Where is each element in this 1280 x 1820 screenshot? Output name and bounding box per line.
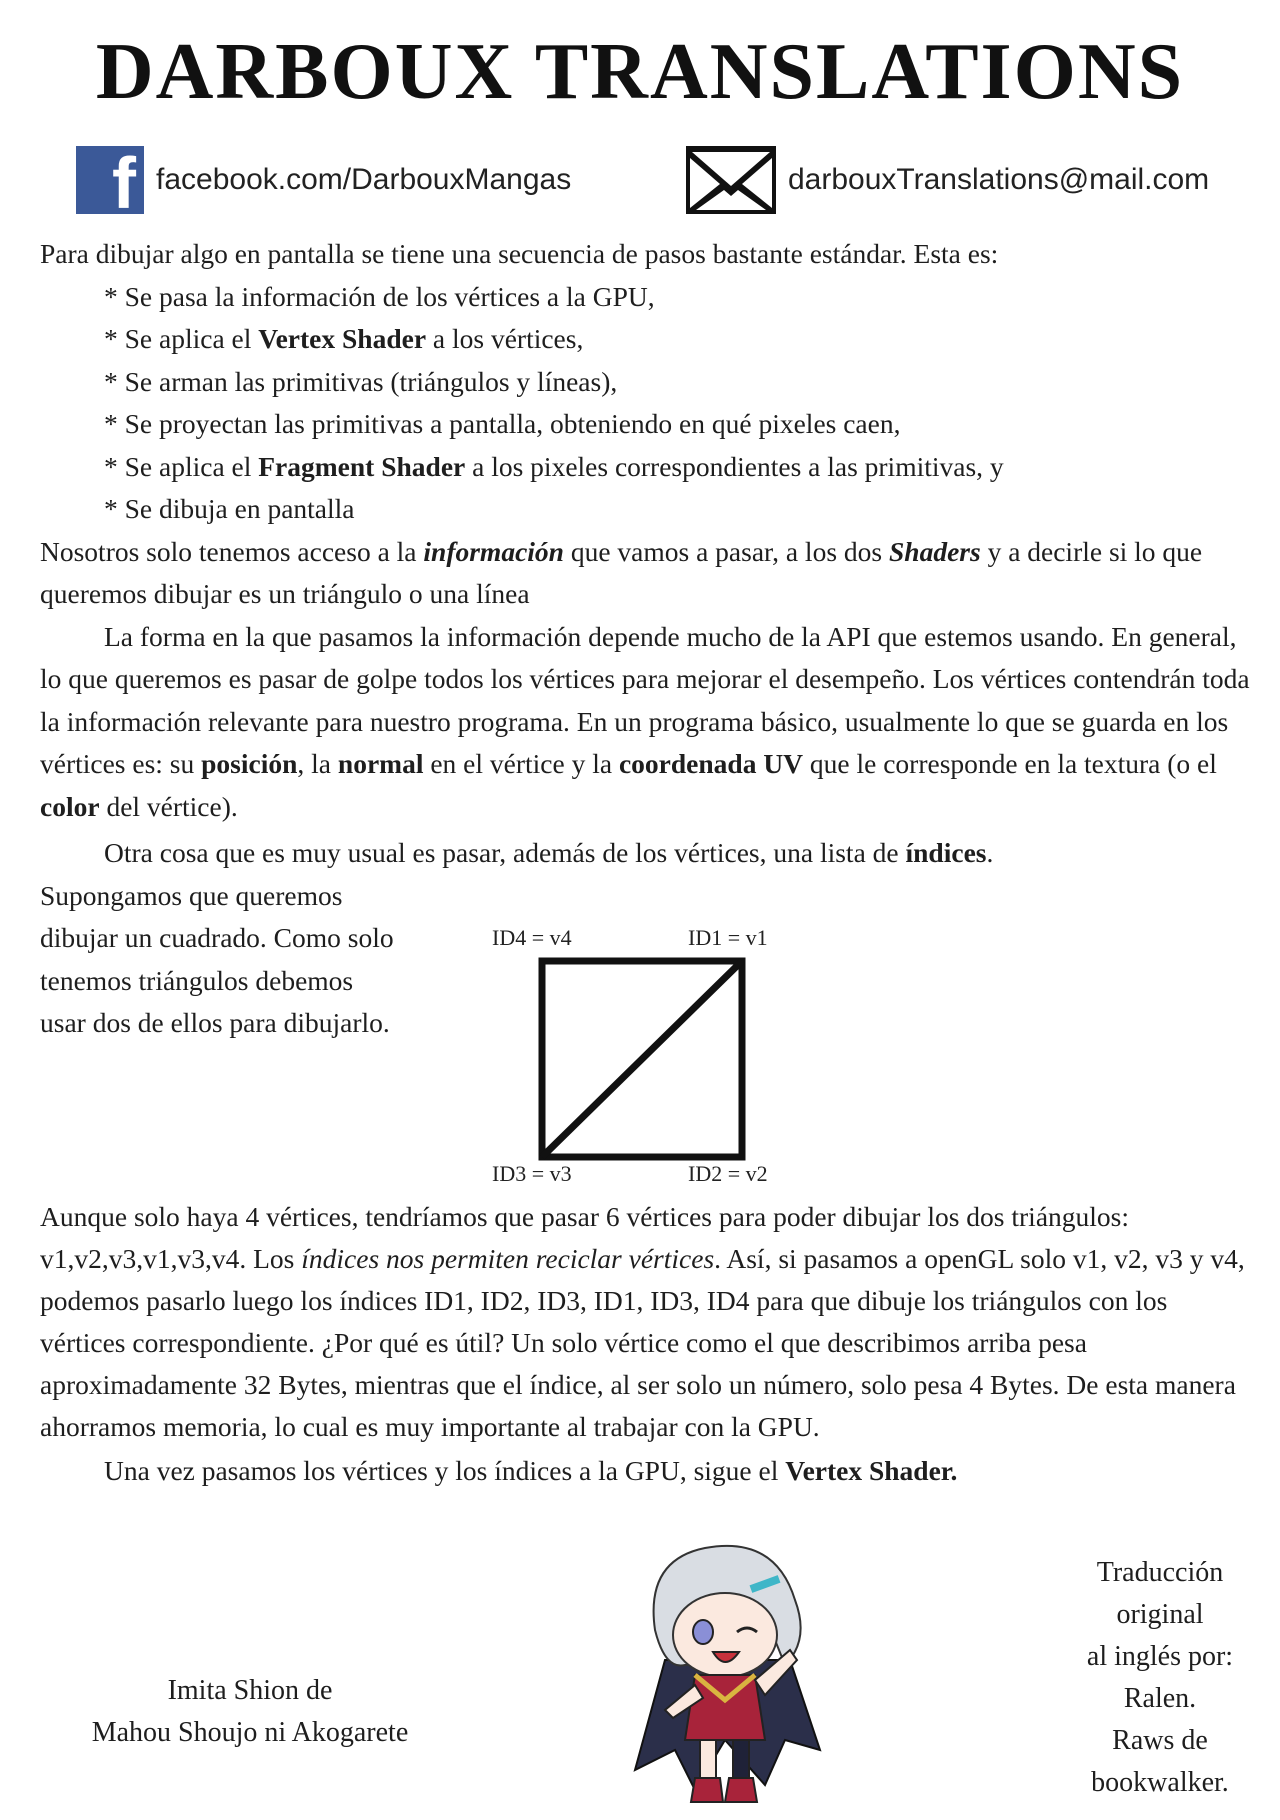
paragraph-1: Nosotros solo tenemos acceso a la información que vamos a pasar, a los dos Shaders y a decirle si lo que queremos dibujar es un triángulo o una línea <box>40 535 1203 609</box>
vertex-label-v3: ID3 = v3 <box>492 1161 572 1186</box>
paragraph-3b: Supongamos que queremos dibujar un cuadrado. Como solo tenemos triángulos debemos usar dos de ellos para dibujarlo. <box>40 879 394 1038</box>
paragraph-3: Otra cosa que es muy usual es pasar, además de los vértices, una lista de índices. <box>104 837 994 868</box>
envelope-icon <box>686 146 776 214</box>
character-credit: Imita Shion de Mahou Shoujo ni Akogarete <box>91 1675 409 1748</box>
translation-credit: Traducción original al inglés por: Ralen. Raws de bookwalker. <box>1086 1557 1234 1798</box>
vertex-label-v4: ID4 = v4 <box>492 925 572 950</box>
email-contact <box>686 145 1209 215</box>
vertex-label-v2: ID2 = v2 <box>688 1161 768 1186</box>
square-diagram <box>490 925 790 1185</box>
chibi-character-illustration <box>625 1540 825 1810</box>
facebook-icon: f <box>76 146 144 214</box>
main-text <box>40 233 1250 1045</box>
vertex-label-v1: ID1 = v1 <box>688 925 768 950</box>
square-diagonal <box>542 961 742 1157</box>
facebook-link-text: facebook.com/DarbouxMangas <box>156 163 572 196</box>
intro-line: Para dibujar algo en pantalla se tiene una secuencia de pasos bastante estándar. Esta es: <box>40 238 999 269</box>
email-address-text: darbouxTranslations@mail.com <box>788 163 1210 196</box>
step-5: * Se aplica el Fragment Shader a los pixeles correspondientes a las primitivas, y <box>104 450 1004 482</box>
paragraph-4: Aunque solo haya 4 vértices, tendríamos que pasar 6 vértices para poder dibujar los dos triángulos: v1,v2,v3,v1,v3,v4. Los índices nos permiten reciclar vértices. Así, si pasamos a openGL solo v1, v2, v3 y v4, podemos pasarlo luego los índices ID1, ID2, ID3, ID1, ID3, ID4 para que dibuje los triángulos con los vértices correspondiente. ¿Por qué es útil? Un solo vértice como el que describimos arriba pesa aproximadamente 32 Bytes, mientras que el índice, al ser solo un número, solo pesa 4 Bytes. De esta manera ahorramos memoria, lo cual es muy importante al trabajar con la GPU. <box>40 1201 1245 1442</box>
paragraph-5: Una vez pasamos los vértices y los índices a la GPU, sigue el Vertex Shader. <box>104 1455 958 1486</box>
facebook-contact <box>76 144 572 224</box>
step-6: * Se dibuja en pantalla <box>104 493 355 524</box>
page-title: DARBOUX TRANSLATIONS <box>95 28 1185 116</box>
paragraph-2: La forma en la que pasamos la información depende mucho de la API que estemos usando. En general, lo que queremos es pasar de golpe todos los vértices para mejorar el desempeño. Los vértices contendrán toda la información relevante para nuestro programa. En un programa básico, usualmente lo que se guarda en los vértices es: su posición, la normal en el vértice y la coordenada UV que le corresponde en la textura (o el color del vértice). <box>40 620 1250 822</box>
step-1: * Se pasa la información de los vértices a la GPU, <box>104 280 655 312</box>
step-2: * Se aplica el Vertex Shader a los vértices, <box>104 323 584 354</box>
step-4: * Se proyectan las primitivas a pantalla, obteniendo en qué pixeles caen, <box>104 408 901 439</box>
step-3: * Se arman las primitivas (triángulos y líneas), <box>104 365 618 397</box>
square-shape <box>490 925 790 1185</box>
main-text-2 <box>40 1196 1250 1492</box>
